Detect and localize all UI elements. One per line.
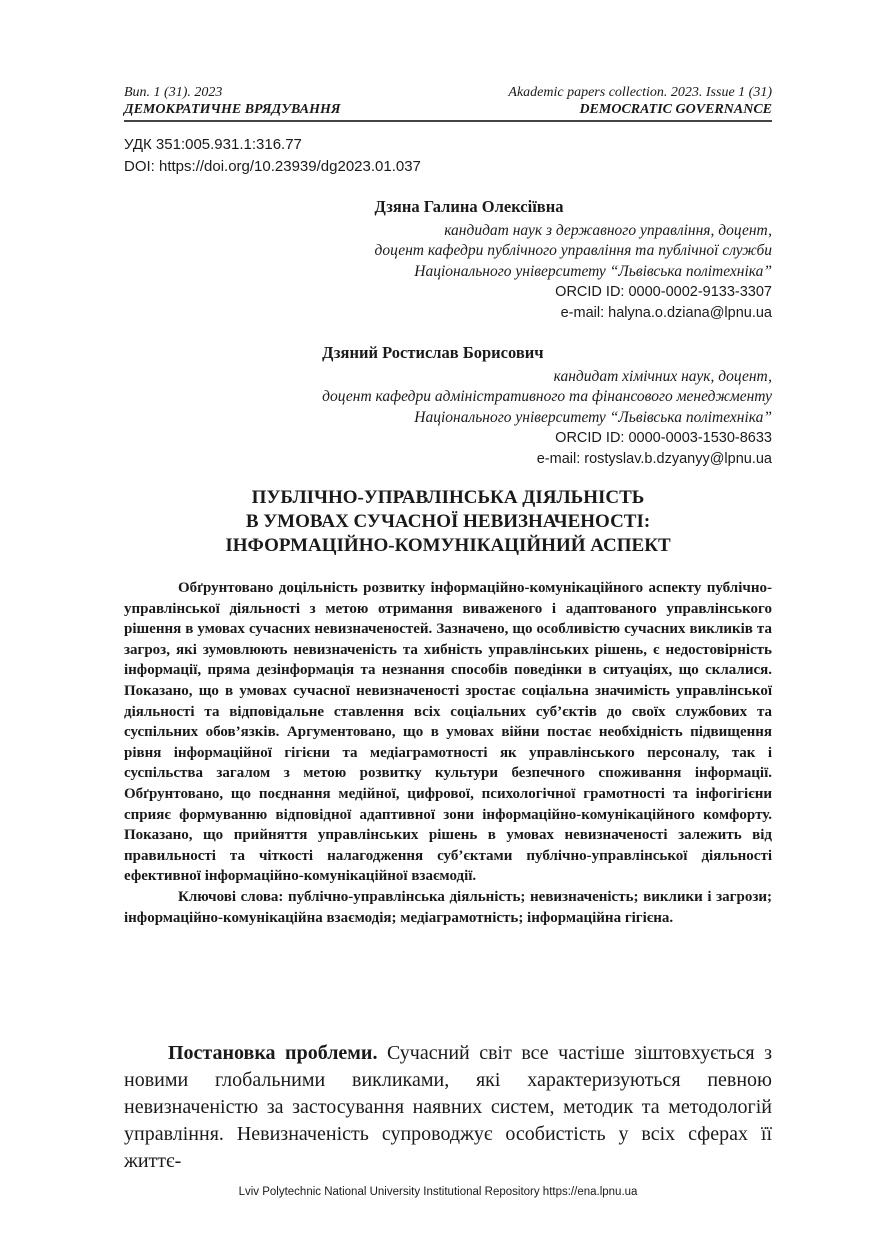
author-affiliation: Національного університету “Львівська політехніка” (414, 408, 772, 426)
paragraph-text: Сучасний світ все частіше зіштовхується з новими глобальними викликами, які характеризуються певною невизначеністю за застосування наявних систем, методик та методологій управління. Невизначеність супроводжує особистість у всіх сферах її життє- (124, 1042, 773, 1172)
identifiers (124, 134, 421, 178)
title-line-1: ПУБЛІЧНО-УПРАВЛІНСЬКА ДІЯЛЬНІСТЬ (251, 487, 645, 508)
problem-statement-paragraph (124, 1040, 772, 1175)
header-issue-ua: Вип. 1 (31). 2023 (124, 85, 223, 100)
author-degree: кандидат хімічних наук, доцент, (553, 367, 772, 385)
author-position: доцент кафедри публічного управління та публічної служби (374, 242, 772, 259)
repository-footer: Lviv Polytechnic National University Institutional Repository https://ena.lpnu.ua (238, 1186, 638, 1198)
author-name: Дзяна Галина Олексіївна (374, 197, 564, 216)
body-text (124, 1040, 772, 1175)
abstract (124, 578, 772, 928)
author-email[interactable]: e-mail: halyna.o.dziana@lpnu.ua (560, 304, 772, 321)
doi-link[interactable]: DOI: https://doi.org/10.23939/dg2023.01.037 (124, 158, 421, 175)
title-line-2: В УМОВАХ СУЧАСНОЇ НЕВИЗНАЧЕНОСТІ: (245, 511, 651, 532)
article-title (124, 486, 772, 558)
author-affiliation: Національного університету “Львівська політехніка” (414, 262, 772, 280)
section-lead: Постановка проблеми. (168, 1042, 378, 1064)
udk-code: УДК 351:005.931.1:316.77 (124, 136, 302, 153)
author-orcid: ORCID ID: 0000-0002-9133-3307 (555, 284, 772, 300)
author-name: Дзяний Ростислав Борисович (322, 343, 544, 362)
author-block-2 (322, 343, 772, 469)
author-position: доцент кафедри адміністративного та фінансового менеджменту (322, 388, 772, 405)
header-journal-en: DEMOCRATIC GOVERNANCE (579, 102, 772, 117)
header-journal-ua: ДЕМОКРАТИЧНЕ ВРЯДУВАННЯ (124, 102, 341, 117)
running-header (124, 84, 772, 118)
author-block-1 (375, 197, 773, 323)
keywords: Ключові слова: публічно-управлінська діяльність; невизначеність; виклики і загрози; інформаційно-комунікаційна взаємодія; медіаграмотність; інформаційна гігієна. (124, 888, 772, 926)
author-orcid: ORCID ID: 0000-0003-1530-8633 (555, 430, 772, 446)
abstract-text: Обґрунтовано доцільність розвитку інформаційно-комунікаційного аспекту публічно-управлінської діяльності з метою отримання виваженого і адаптованого управлінського рішення в умовах сучасних невизначеностей. Зазначено, що особливістю сучасних викликів та загроз, які зумовлюють невизначеність та хибність управлінських рішень, є недостовірність інформації, пряма дезінформація та незнання способів поведінки в ситуаціях, що склалися. Показано, що в умовах сучасної невизначеності зростає соціальна значимість управлінської діяльності та відповідальне ставлення всіх соціальних суб’єктів до своїх службових та суспільних обов’язків. Аргументовано, що в умовах війни постає необхідність підвищення рівня інформаційної гігієни та медіаграмотності як управлінського персоналу, так і суспільства загалом з метою розвитку культури безпечного споживання інформації. Обґрунтовано, що поєднання медійної, цифрової, психологічної грамотності та інфогігієни сприяє формуванню відповідної адаптивної зони інформаційно-комунікаційного комфорту. Показано, що прийняття управлінських рішень в умовах невизначеності залежить від правильності та чіткості налагодження суб’єктами публічно-управлінської діяльності ефективної інформаційно-комунікаційної взаємодії. (124, 580, 772, 885)
header-issue-en: Akademic papers collection. 2023. Issue 1 (31) (508, 85, 772, 100)
title-line-3: ІНФОРМАЦІЙНО-КОМУНІКАЦІЙНИЙ АСПЕКТ (225, 535, 671, 556)
author-email[interactable]: e-mail: rostyslav.b.dzyanyy@lpnu.ua (536, 450, 772, 467)
header-rule (124, 120, 772, 122)
author-degree: кандидат наук з державного управління, доцент, (444, 221, 772, 239)
